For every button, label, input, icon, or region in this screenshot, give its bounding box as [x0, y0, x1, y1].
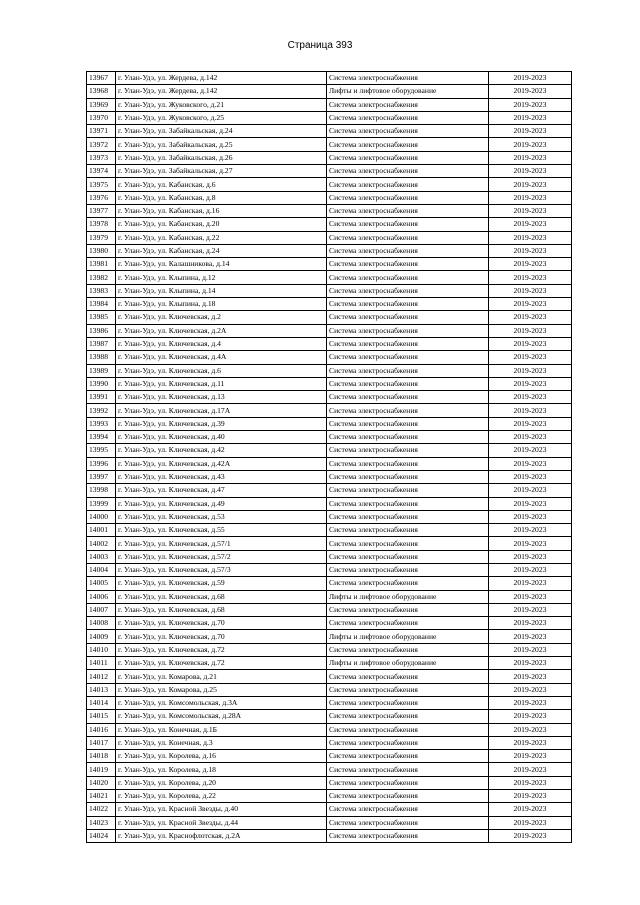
record-number: 13969	[87, 98, 116, 111]
record-system: Система электроснабжения	[327, 710, 489, 723]
table-row	[87, 470, 572, 483]
record-period: 2019-2023	[489, 670, 572, 683]
table-row	[87, 657, 572, 670]
record-period: 2019-2023	[489, 723, 572, 736]
table-row	[87, 510, 572, 523]
record-system: Система электроснабжения	[327, 284, 489, 297]
table-row	[87, 723, 572, 736]
record-address: г. Улан-Удэ, ул. Ключевская, д.72	[116, 643, 327, 656]
record-system: Система электроснабжения	[327, 510, 489, 523]
table-row	[87, 829, 572, 842]
record-address: г. Улан-Удэ, ул. Ключевская, д.57/1	[116, 537, 327, 550]
record-period: 2019-2023	[489, 138, 572, 151]
table-row	[87, 776, 572, 789]
record-system: Система электроснабжения	[327, 324, 489, 337]
record-number: 14005	[87, 577, 116, 590]
record-period: 2019-2023	[489, 510, 572, 523]
record-period: 2019-2023	[489, 98, 572, 111]
table-row	[87, 258, 572, 271]
record-system: Лифты и лифтовое оборудование	[327, 630, 489, 643]
table-row	[87, 231, 572, 244]
record-period: 2019-2023	[489, 484, 572, 497]
table-row	[87, 151, 572, 164]
record-number: 13981	[87, 258, 116, 271]
record-system: Система электроснабжения	[327, 444, 489, 457]
record-number: 13991	[87, 391, 116, 404]
record-system: Система электроснабжения	[327, 736, 489, 749]
record-address: г. Улан-Удэ, ул. Комарова, д.25	[116, 683, 327, 696]
record-period: 2019-2023	[489, 816, 572, 829]
record-period: 2019-2023	[489, 803, 572, 816]
record-period: 2019-2023	[489, 431, 572, 444]
record-number: 14006	[87, 590, 116, 603]
table-row	[87, 790, 572, 803]
record-address: г. Улан-Удэ, ул. Ключевская, д.42А	[116, 457, 327, 470]
record-period: 2019-2023	[489, 404, 572, 417]
record-address: г. Улан-Удэ, ул. Комсомольская, д.3А	[116, 696, 327, 709]
record-system: Система электроснабжения	[327, 298, 489, 311]
record-number: 14016	[87, 723, 116, 736]
record-period: 2019-2023	[489, 311, 572, 324]
page-title: Страница 393	[287, 40, 353, 51]
record-period: 2019-2023	[489, 417, 572, 430]
record-period: 2019-2023	[489, 829, 572, 842]
record-system: Система электроснабжения	[327, 351, 489, 364]
record-number: 14012	[87, 670, 116, 683]
record-address: г. Улан-Удэ, ул. Жердева, д.142	[116, 72, 327, 85]
record-system: Система электроснабжения	[327, 670, 489, 683]
table-row	[87, 431, 572, 444]
record-address: г. Улан-Удэ, ул. Кабанская, д.20	[116, 218, 327, 231]
record-number: 14015	[87, 710, 116, 723]
record-number: 13995	[87, 444, 116, 457]
record-system: Система электроснабжения	[327, 497, 489, 510]
record-address: г. Улан-Удэ, ул. Ключевская, д.2	[116, 311, 327, 324]
table-row	[87, 617, 572, 630]
record-period: 2019-2023	[489, 111, 572, 124]
record-period: 2019-2023	[489, 72, 572, 85]
record-address: г. Улан-Удэ, ул. Ключевская, д.6	[116, 364, 327, 377]
record-period: 2019-2023	[489, 298, 572, 311]
record-period: 2019-2023	[489, 776, 572, 789]
record-number: 14024	[87, 829, 116, 842]
record-number: 13993	[87, 417, 116, 430]
record-system: Система электроснабжения	[327, 218, 489, 231]
record-system: Система электроснабжения	[327, 577, 489, 590]
table-row	[87, 244, 572, 257]
record-system: Система электроснабжения	[327, 537, 489, 550]
table-row	[87, 298, 572, 311]
record-system: Система электроснабжения	[327, 803, 489, 816]
record-number: 14020	[87, 776, 116, 789]
record-address: г. Улан-Удэ, ул. Клыпина, д.14	[116, 284, 327, 297]
record-system: Система электроснабжения	[327, 72, 489, 85]
record-address: г. Улан-Удэ, ул. Ключевская, д.2А	[116, 324, 327, 337]
record-address: г. Улан-Удэ, ул. Ключевская, д.53	[116, 510, 327, 523]
record-system: Лифты и лифтовое оборудование	[327, 590, 489, 603]
record-system: Система электроснабжения	[327, 776, 489, 789]
record-address: г. Улан-Удэ, ул. Конечная, д.1Б	[116, 723, 327, 736]
record-number: 14009	[87, 630, 116, 643]
record-period: 2019-2023	[489, 351, 572, 364]
record-number: 13979	[87, 231, 116, 244]
table-row	[87, 377, 572, 390]
table-row	[87, 72, 572, 85]
record-address: г. Улан-Удэ, ул. Ключевская, д.4А	[116, 351, 327, 364]
record-period: 2019-2023	[489, 603, 572, 616]
table-row	[87, 696, 572, 709]
record-address: г. Улан-Удэ, ул. Кабанская, д.22	[116, 231, 327, 244]
record-number: 13985	[87, 311, 116, 324]
record-period: 2019-2023	[489, 284, 572, 297]
table-row	[87, 98, 572, 111]
record-address: г. Улан-Удэ, ул. Ключевская, д.72	[116, 657, 327, 670]
table-row	[87, 750, 572, 763]
record-system: Система электроснабжения	[327, 191, 489, 204]
record-period: 2019-2023	[489, 244, 572, 257]
record-number: 14022	[87, 803, 116, 816]
record-system: Система электроснабжения	[327, 603, 489, 616]
table-row	[87, 417, 572, 430]
record-system: Система электроснабжения	[327, 750, 489, 763]
record-address: г. Улан-Удэ, ул. Клыпина, д.12	[116, 271, 327, 284]
record-address: г. Улан-Удэ, ул. Ключевская, д.57/2	[116, 550, 327, 563]
record-system: Лифты и лифтовое оборудование	[327, 657, 489, 670]
table-row	[87, 550, 572, 563]
record-number: 13989	[87, 364, 116, 377]
table-row	[87, 85, 572, 98]
record-number: 13975	[87, 178, 116, 191]
record-period: 2019-2023	[489, 258, 572, 271]
table-row	[87, 218, 572, 231]
record-period: 2019-2023	[489, 231, 572, 244]
record-period: 2019-2023	[489, 657, 572, 670]
record-period: 2019-2023	[489, 444, 572, 457]
records-table	[86, 71, 572, 843]
record-address: г. Улан-Удэ, ул. Ключевская, д.4	[116, 337, 327, 350]
table-row	[87, 497, 572, 510]
table-row	[87, 763, 572, 776]
record-system: Система электроснабжения	[327, 696, 489, 709]
record-address: г. Улан-Удэ, ул. Забайкальская, д.27	[116, 165, 327, 178]
record-period: 2019-2023	[489, 790, 572, 803]
table-row	[87, 444, 572, 457]
record-address: г. Улан-Удэ, ул. Королева, д.20	[116, 776, 327, 789]
table-row	[87, 537, 572, 550]
record-period: 2019-2023	[489, 630, 572, 643]
record-number: 13984	[87, 298, 116, 311]
record-address: г. Улан-Удэ, ул. Ключевская, д.43	[116, 470, 327, 483]
record-address: г. Улан-Удэ, ул. Забайкальская, д.25	[116, 138, 327, 151]
table-row	[87, 710, 572, 723]
record-number: 14004	[87, 563, 116, 576]
record-number: 13971	[87, 125, 116, 138]
record-period: 2019-2023	[489, 524, 572, 537]
table-row	[87, 484, 572, 497]
record-period: 2019-2023	[489, 643, 572, 656]
record-address: г. Улан-Удэ, ул. Ключевская, д.70	[116, 617, 327, 630]
record-address: г. Улан-Удэ, ул. Конечная, д.3	[116, 736, 327, 749]
record-period: 2019-2023	[489, 577, 572, 590]
record-number: 13968	[87, 85, 116, 98]
record-number: 13967	[87, 72, 116, 85]
record-system: Система электроснабжения	[327, 643, 489, 656]
record-number: 14021	[87, 790, 116, 803]
record-number: 13980	[87, 244, 116, 257]
record-period: 2019-2023	[489, 617, 572, 630]
record-system: Система электроснабжения	[327, 111, 489, 124]
table-row	[87, 603, 572, 616]
record-system: Система электроснабжения	[327, 829, 489, 842]
record-system: Система электроснабжения	[327, 364, 489, 377]
record-number: 13997	[87, 470, 116, 483]
record-period: 2019-2023	[489, 271, 572, 284]
record-address: г. Улан-Удэ, ул. Ключевская, д.11	[116, 377, 327, 390]
record-address: г. Улан-Удэ, ул. Ключевская, д.17А	[116, 404, 327, 417]
record-period: 2019-2023	[489, 85, 572, 98]
record-number: 14023	[87, 816, 116, 829]
record-system: Лифты и лифтовое оборудование	[327, 85, 489, 98]
record-address: г. Улан-Удэ, ул. Комарова, д.21	[116, 670, 327, 683]
table-row	[87, 563, 572, 576]
record-period: 2019-2023	[489, 191, 572, 204]
record-system: Система электроснабжения	[327, 484, 489, 497]
record-system: Система электроснабжения	[327, 470, 489, 483]
table-row	[87, 165, 572, 178]
record-period: 2019-2023	[489, 696, 572, 709]
record-system: Система электроснабжения	[327, 311, 489, 324]
table-row	[87, 364, 572, 377]
record-number: 13977	[87, 204, 116, 217]
record-system: Система электроснабжения	[327, 377, 489, 390]
record-number: 13992	[87, 404, 116, 417]
record-address: г. Улан-Удэ, ул. Ключевская, д.40	[116, 431, 327, 444]
record-system: Система электроснабжения	[327, 204, 489, 217]
table-row	[87, 803, 572, 816]
table-row	[87, 391, 572, 404]
record-system: Система электроснабжения	[327, 763, 489, 776]
record-system: Система электроснабжения	[327, 244, 489, 257]
record-period: 2019-2023	[489, 364, 572, 377]
record-period: 2019-2023	[489, 750, 572, 763]
record-system: Система электроснабжения	[327, 457, 489, 470]
record-address: г. Улан-Удэ, ул. Клыпина, д.18	[116, 298, 327, 311]
table-row	[87, 138, 572, 151]
table-row	[87, 204, 572, 217]
record-system: Система электроснабжения	[327, 683, 489, 696]
table-row	[87, 630, 572, 643]
record-period: 2019-2023	[489, 683, 572, 696]
record-system: Система электроснабжения	[327, 271, 489, 284]
record-period: 2019-2023	[489, 710, 572, 723]
record-number: 14000	[87, 510, 116, 523]
record-number: 14001	[87, 524, 116, 537]
records-table-body	[87, 72, 572, 843]
record-address: г. Улан-Удэ, ул. Кабанская, д.16	[116, 204, 327, 217]
table-row	[87, 311, 572, 324]
record-number: 14013	[87, 683, 116, 696]
table-row	[87, 324, 572, 337]
table-row	[87, 524, 572, 537]
table-row	[87, 590, 572, 603]
record-system: Система электроснабжения	[327, 524, 489, 537]
record-number: 13970	[87, 111, 116, 124]
record-address: г. Улан-Удэ, ул. Королева, д.22	[116, 790, 327, 803]
table-row	[87, 284, 572, 297]
record-system: Система электроснабжения	[327, 165, 489, 178]
record-address: г. Улан-Удэ, ул. Ключевская, д.42	[116, 444, 327, 457]
record-system: Система электроснабжения	[327, 790, 489, 803]
record-address: г. Улан-Удэ, ул. Королева, д.18	[116, 763, 327, 776]
record-number: 13988	[87, 351, 116, 364]
table-row	[87, 125, 572, 138]
record-address: г. Улан-Удэ, ул. Кабанская, д.6	[116, 178, 327, 191]
record-system: Система электроснабжения	[327, 178, 489, 191]
record-system: Система электроснабжения	[327, 816, 489, 829]
record-system: Система электроснабжения	[327, 151, 489, 164]
record-address: г. Улан-Удэ, ул. Ключевская, д.70	[116, 630, 327, 643]
record-address: г. Улан-Удэ, ул. Калашникова, д.14	[116, 258, 327, 271]
record-number: 14008	[87, 617, 116, 630]
record-address: г. Улан-Удэ, ул. Ключевская, д.49	[116, 497, 327, 510]
record-address: г. Улан-Удэ, ул. Красной Звезды, д.44	[116, 816, 327, 829]
record-number: 13978	[87, 218, 116, 231]
record-system: Система электроснабжения	[327, 404, 489, 417]
record-number: 13994	[87, 431, 116, 444]
record-period: 2019-2023	[489, 178, 572, 191]
record-address: г. Улан-Удэ, ул. Ключевская, д.47	[116, 484, 327, 497]
record-system: Система электроснабжения	[327, 550, 489, 563]
table-row	[87, 816, 572, 829]
record-period: 2019-2023	[489, 337, 572, 350]
record-number: 13972	[87, 138, 116, 151]
record-address: г. Улан-Удэ, ул. Ключевская, д.57/3	[116, 563, 327, 576]
record-system: Система электроснабжения	[327, 723, 489, 736]
record-number: 14010	[87, 643, 116, 656]
record-period: 2019-2023	[489, 537, 572, 550]
record-period: 2019-2023	[489, 550, 572, 563]
record-number: 13999	[87, 497, 116, 510]
record-address: г. Улан-Удэ, ул. Краснофлотская, д.2А	[116, 829, 327, 842]
record-system: Система электроснабжения	[327, 138, 489, 151]
record-period: 2019-2023	[489, 151, 572, 164]
record-number: 14002	[87, 537, 116, 550]
table-row	[87, 643, 572, 656]
record-number: 13998	[87, 484, 116, 497]
table-row	[87, 337, 572, 350]
record-number: 13996	[87, 457, 116, 470]
table-row	[87, 351, 572, 364]
record-system: Система электроснабжения	[327, 391, 489, 404]
record-period: 2019-2023	[489, 377, 572, 390]
record-address: г. Улан-Удэ, ул. Королева, д.16	[116, 750, 327, 763]
record-period: 2019-2023	[489, 736, 572, 749]
record-address: г. Улан-Удэ, ул. Забайкальская, д.26	[116, 151, 327, 164]
record-address: г. Улан-Удэ, ул. Красной Звезды, д.40	[116, 803, 327, 816]
record-number: 13974	[87, 165, 116, 178]
record-address: г. Улан-Удэ, ул. Ключевская, д.55	[116, 524, 327, 537]
record-number: 13976	[87, 191, 116, 204]
table-row	[87, 178, 572, 191]
record-period: 2019-2023	[489, 218, 572, 231]
record-number: 14003	[87, 550, 116, 563]
record-period: 2019-2023	[489, 470, 572, 483]
record-address: г. Улан-Удэ, ул. Ключевская, д.68	[116, 590, 327, 603]
record-period: 2019-2023	[489, 563, 572, 576]
record-number: 13987	[87, 337, 116, 350]
record-number: 14014	[87, 696, 116, 709]
record-number: 14007	[87, 603, 116, 616]
record-address: г. Улан-Удэ, ул. Кабанская, д.8	[116, 191, 327, 204]
record-address: г. Улан-Удэ, ул. Жуковского, д.21	[116, 98, 327, 111]
record-address: г. Улан-Удэ, ул. Жердева, д.142	[116, 85, 327, 98]
table-row	[87, 404, 572, 417]
record-period: 2019-2023	[489, 324, 572, 337]
record-address: г. Улан-Удэ, ул. Ключевская, д.13	[116, 391, 327, 404]
record-system: Система электроснабжения	[327, 617, 489, 630]
record-number: 14019	[87, 763, 116, 776]
record-number: 13982	[87, 271, 116, 284]
record-number: 14011	[87, 657, 116, 670]
record-number: 13990	[87, 377, 116, 390]
record-system: Система электроснабжения	[327, 417, 489, 430]
table-row	[87, 271, 572, 284]
record-period: 2019-2023	[489, 590, 572, 603]
record-address: г. Улан-Удэ, ул. Забайкальская, д.24	[116, 125, 327, 138]
record-address: г. Улан-Удэ, ул. Ключевская, д.59	[116, 577, 327, 590]
record-address: г. Улан-Удэ, ул. Комсомольская, д.28А	[116, 710, 327, 723]
record-system: Система электроснабжения	[327, 563, 489, 576]
record-system: Система электроснабжения	[327, 98, 489, 111]
record-number: 13973	[87, 151, 116, 164]
table-row	[87, 111, 572, 124]
record-address: г. Улан-Удэ, ул. Жуковского, д.25	[116, 111, 327, 124]
record-number: 13983	[87, 284, 116, 297]
record-period: 2019-2023	[489, 204, 572, 217]
record-period: 2019-2023	[489, 457, 572, 470]
record-period: 2019-2023	[489, 125, 572, 138]
table-row	[87, 577, 572, 590]
table-row	[87, 457, 572, 470]
table-row	[87, 736, 572, 749]
record-system: Система электроснабжения	[327, 231, 489, 244]
record-address: г. Улан-Удэ, ул. Ключевская, д.68	[116, 603, 327, 616]
table-row	[87, 191, 572, 204]
record-address: г. Улан-Удэ, ул. Кабанская, д.24	[116, 244, 327, 257]
record-number: 14017	[87, 736, 116, 749]
table-row	[87, 670, 572, 683]
record-period: 2019-2023	[489, 763, 572, 776]
record-period: 2019-2023	[489, 497, 572, 510]
record-system: Система электроснабжения	[327, 125, 489, 138]
record-period: 2019-2023	[489, 165, 572, 178]
record-number: 13986	[87, 324, 116, 337]
table-row	[87, 683, 572, 696]
record-address: г. Улан-Удэ, ул. Ключевская, д.39	[116, 417, 327, 430]
record-system: Система электроснабжения	[327, 431, 489, 444]
record-system: Система электроснабжения	[327, 337, 489, 350]
record-system: Система электроснабжения	[327, 258, 489, 271]
record-period: 2019-2023	[489, 391, 572, 404]
record-number: 14018	[87, 750, 116, 763]
